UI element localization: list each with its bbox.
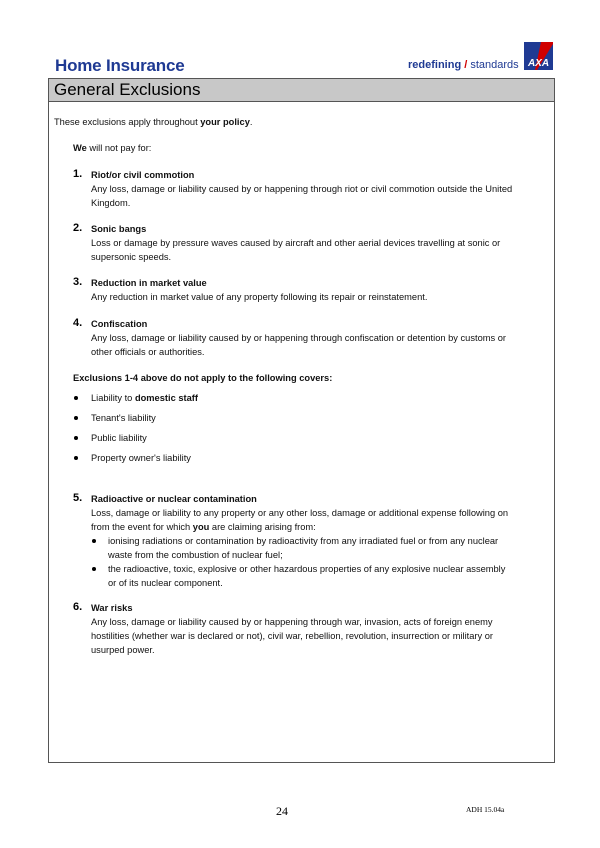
item-4-number: 4. <box>73 317 83 329</box>
item-2-title: Sonic bangs <box>91 224 147 234</box>
intro-post: . <box>249 117 253 127</box>
we-post: will not pay for: <box>86 143 152 153</box>
logo-text: AXA <box>527 58 550 69</box>
item-5-line-1: Loss, damage or liability to any property or any other loss, damage or additional expense following on <box>91 508 509 518</box>
section-title: General Exclusions <box>54 80 201 99</box>
cover-1 <box>91 391 198 405</box>
item-5-line-2-pre: from the event for which <box>91 522 193 532</box>
item-5-line-2 <box>91 520 316 534</box>
item-1-title: Riot/or civil commotion <box>91 170 195 180</box>
item-2-number: 2. <box>73 222 83 234</box>
item-5-title: Radioactive or nuclear contamination <box>91 494 257 504</box>
cover-4: Property owner's liability <box>91 453 191 463</box>
cover-2: Tenant's liability <box>91 413 156 423</box>
tagline-part-b: standards <box>470 59 519 71</box>
item-6-line-1: Any loss, damage or liability caused by or happening through war, invasion, acts of foreign enemy <box>91 617 493 627</box>
cover-1-pre: Liability to <box>91 393 135 403</box>
tagline-slash: / <box>464 59 468 71</box>
item-3-line-1: Any reduction in market value of any property following its repair or reinstatement. <box>91 292 428 302</box>
we-line <box>73 141 151 155</box>
bullet-icon <box>74 416 78 420</box>
item-4-title: Confiscation <box>91 319 148 329</box>
item-5-line-2-post: are claiming arising from: <box>209 522 316 532</box>
tagline-part-a: redefining <box>408 59 462 71</box>
item-6-title: War risks <box>91 603 133 613</box>
item-1-number: 1. <box>73 168 83 180</box>
item-4-line-1: Any loss, damage or liability caused by or happening through confiscation or detention by customs or <box>91 333 506 343</box>
intro-bold: your policy <box>200 117 250 127</box>
intro-pre: These exclusions apply throughout <box>54 117 201 127</box>
bullet-icon <box>74 396 78 400</box>
bullet-icon <box>74 436 78 440</box>
section-title-bar <box>49 79 554 102</box>
item-5-bullet-2-line-2: or of its nuclear component. <box>108 578 223 588</box>
item-5-bullet-1-line-1: ionising radiations or contamination by radioactivity from any irradiated fuel or from any nuclear <box>108 536 499 546</box>
item-6-number: 6. <box>73 601 83 613</box>
we-bold: We <box>73 143 87 153</box>
page-number: 24 <box>276 804 288 818</box>
bullet-icon <box>92 567 96 571</box>
document-title: Home Insurance <box>55 56 185 75</box>
cover-3: Public liability <box>91 433 147 443</box>
item-4-line-2: other officials or authorities. <box>91 347 205 357</box>
item-6-line-3: usurped power. <box>91 645 155 655</box>
axa-logo <box>524 42 553 70</box>
item-5-line-2-bold: you <box>192 522 210 532</box>
item-3-title: Reduction in market value <box>91 278 207 288</box>
exclusions-note: Exclusions 1-4 above do not apply to the following covers: <box>73 373 333 383</box>
item-5-bullet-1-line-2: waste from the combustion of nuclear fuel; <box>108 550 283 560</box>
item-1-line-1: Any loss, damage or liability caused by or happening through riot or civil commotion outside the United <box>91 184 513 194</box>
item-6-line-2: hostilities (whether war is declared or not), civil war, rebellion, revolution, insurrection or military or <box>91 631 493 641</box>
intro-text <box>54 115 252 129</box>
document-reference: ADH 15.04a <box>466 805 505 814</box>
tagline <box>408 59 519 71</box>
item-5-number: 5. <box>73 492 83 504</box>
item-2-line-1: Loss or damage by pressure waves caused by aircraft and other aerial devices travelling at sonic or <box>91 238 501 248</box>
item-5-bullet-2-line-1: the radioactive, toxic, explosive or other hazardous properties of any explosive nuclear assembly <box>108 564 506 574</box>
bullet-icon <box>74 456 78 460</box>
item-2-line-2: supersonic speeds. <box>91 252 172 262</box>
bullet-icon <box>92 539 96 543</box>
item-1-line-2: Kingdom. <box>91 198 131 208</box>
cover-1-bold: domestic staff <box>134 393 198 403</box>
item-3-number: 3. <box>73 276 83 288</box>
